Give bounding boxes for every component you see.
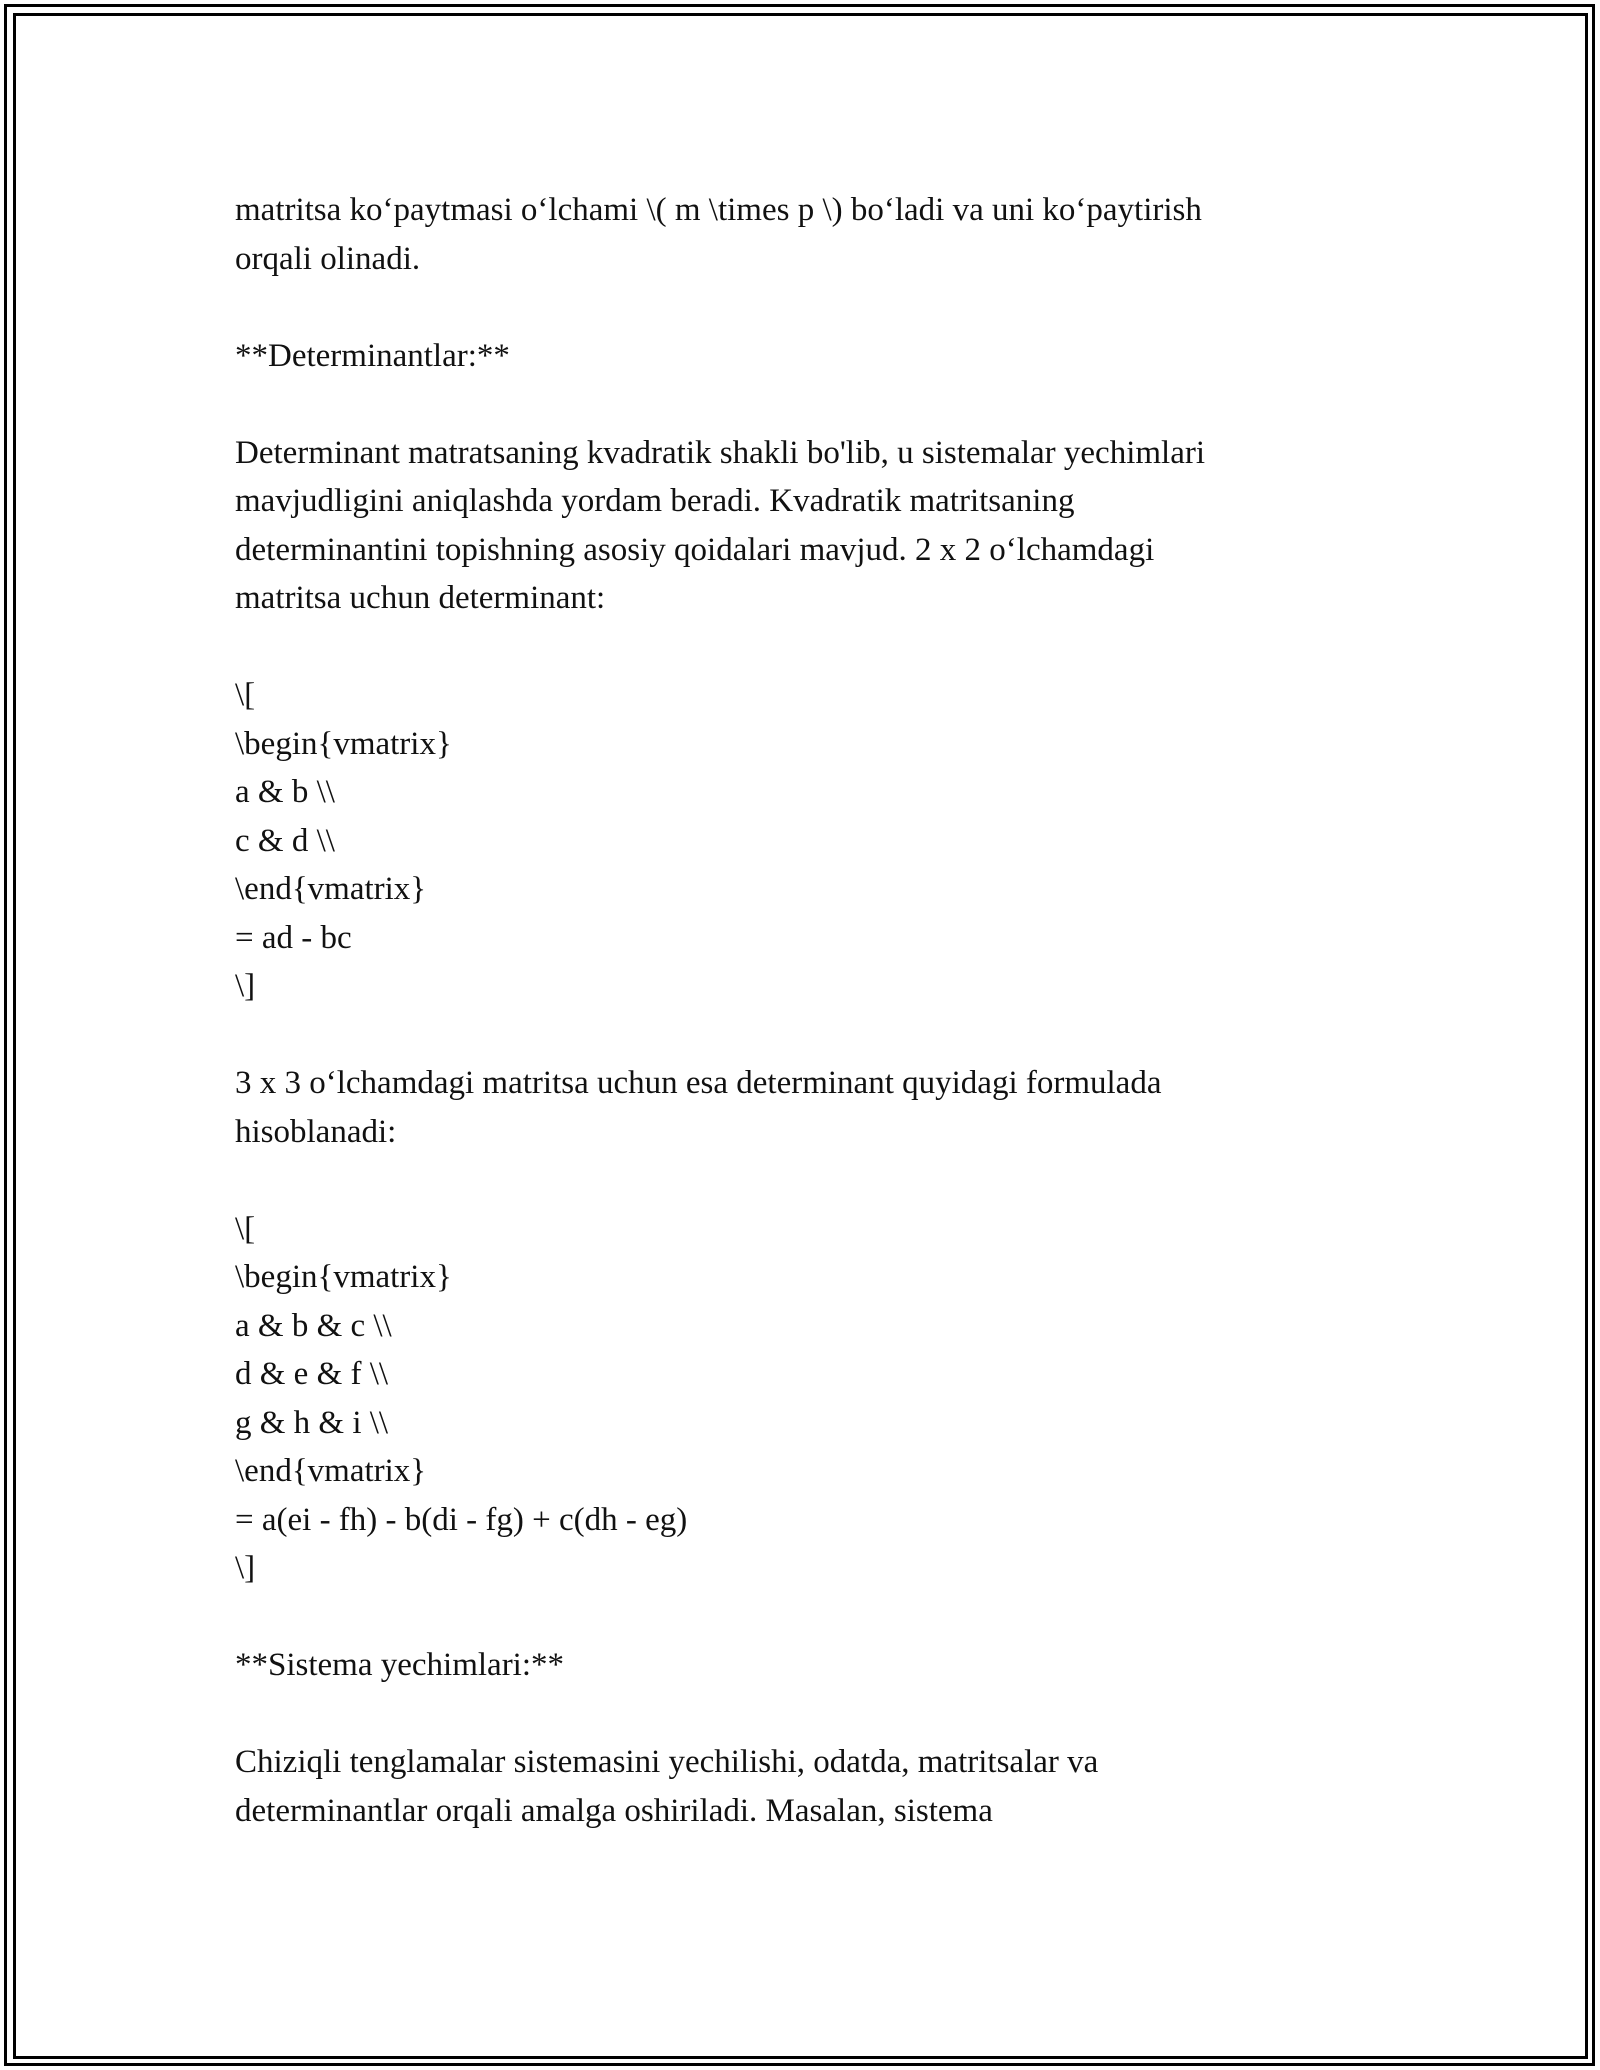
document-body bbox=[235, 186, 1375, 1835]
formula-line: g & h & i \\ bbox=[235, 1404, 389, 1441]
paragraph-gap bbox=[235, 380, 1375, 429]
formula-line: \end{vmatrix} bbox=[235, 871, 427, 907]
formula-2x2-determinant bbox=[235, 671, 1375, 1011]
paragraph-gap bbox=[235, 623, 1375, 672]
text-line: mavjudligini aniqlashda yordam beradi. Kvadratik matritsaning bbox=[235, 483, 1075, 519]
formula-line: \begin{vmatrix} bbox=[235, 725, 452, 762]
text-line: Determinant matratsaning kvadratik shakli bo'lib, u sistemalar yechimlari bbox=[235, 434, 1206, 471]
formula-line: d & e & f \\ bbox=[235, 1356, 389, 1392]
section-heading: **Determinantlar:** bbox=[235, 337, 510, 374]
formula-line: \[ bbox=[235, 1210, 256, 1247]
text-line: determinantini topishning asosiy qoidalari mavjud. 2 x 2 o‘lchamdagi bbox=[235, 531, 1155, 568]
formula-line: a & b & c \\ bbox=[235, 1307, 392, 1344]
paragraph-determinant-intro bbox=[235, 429, 1375, 623]
paragraph-gap bbox=[235, 1593, 1375, 1642]
formula-line: a & b \\ bbox=[235, 774, 335, 810]
formula-line: \begin{vmatrix} bbox=[235, 1259, 452, 1295]
text-line: hisoblanadi: bbox=[235, 1113, 397, 1150]
paragraph-linear-systems bbox=[235, 1738, 1375, 1835]
paragraph-3x3-intro bbox=[235, 1059, 1375, 1156]
formula-line: \] bbox=[235, 968, 256, 1004]
formula-line: = a(ei - fh) - b(di - fg) + c(dh - eg) bbox=[235, 1501, 688, 1538]
text-line: Chiziqli tenglamalar sistemasini yechilishi, odatda, matritsalar va bbox=[235, 1744, 1099, 1780]
formula-line: \[ bbox=[235, 677, 256, 713]
text-line: 3 x 3 o‘lchamdagi matritsa uchun esa determinant quyidagi formulada bbox=[235, 1065, 1162, 1101]
text-line: matritsa uchun determinant: bbox=[235, 580, 606, 616]
paragraph-gap bbox=[235, 1011, 1375, 1060]
text-line: orqali olinadi. bbox=[235, 240, 421, 277]
paragraph-gap bbox=[235, 283, 1375, 332]
paragraph-matrix-product bbox=[235, 186, 1375, 283]
paragraph-gap bbox=[235, 1156, 1375, 1205]
formula-line: \] bbox=[235, 1550, 256, 1586]
formula-line: = ad - bc bbox=[235, 919, 352, 956]
heading-determinantlar bbox=[235, 332, 1375, 381]
formula-line: \end{vmatrix} bbox=[235, 1453, 427, 1489]
section-heading: **Sistema yechimlari:** bbox=[235, 1647, 565, 1683]
heading-sistema-yechimlari bbox=[235, 1641, 1375, 1690]
formula-line: c & d \\ bbox=[235, 822, 335, 859]
text-line: matritsa ko‘paytmasi o‘lchami \( m \times p \) bo‘ladi va uni ko‘paytirish bbox=[235, 192, 1202, 228]
paragraph-gap bbox=[235, 1690, 1375, 1739]
text-line: determinantlar orqali amalga oshiriladi. Masalan, sistema bbox=[235, 1792, 993, 1829]
formula-3x3-determinant bbox=[235, 1205, 1375, 1593]
